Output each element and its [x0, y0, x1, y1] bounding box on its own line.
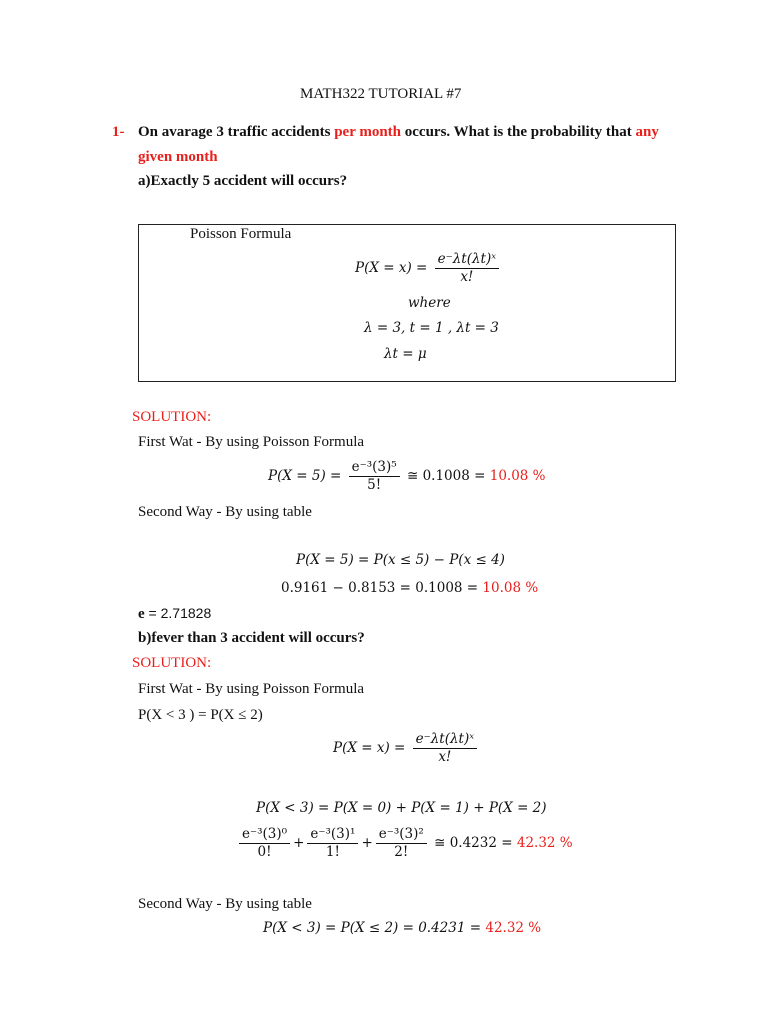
solution-a-first-way: First Wat - By using Poisson Formula: [138, 434, 365, 450]
term-2: [376, 826, 427, 861]
term-0-numerator: e⁻³(3)⁰: [239, 826, 290, 844]
sum-result: 42.32 %: [516, 835, 573, 851]
sum-rhs: ≅ 0.4232 =: [434, 835, 513, 851]
term-2-denominator: 2!: [394, 844, 409, 860]
question-text-1: On avarage 3 traffic accidents: [138, 124, 331, 140]
b-formula-numerator: e⁻λt(λt)ˣ: [413, 731, 477, 749]
formula-where: where: [408, 295, 451, 311]
e-constant: [138, 605, 211, 623]
table-eq: P(X < 3) = P(X ≤ 2) = 0.4231 =: [263, 920, 482, 936]
solution-a-second-way: Second Way - By using table: [138, 504, 312, 520]
plus-2: +: [361, 835, 373, 851]
formula-numerator: e⁻λt(λt)ˣ: [435, 251, 499, 269]
term-1-denominator: 1!: [325, 844, 340, 860]
solution-a-equation-3: [281, 580, 538, 596]
solution-a-equation-2: P(X = 5) = P(x ≤ 5) − P(x ≤ 4): [296, 552, 505, 568]
question-line-2: given month: [138, 149, 218, 165]
term-0: [239, 826, 290, 861]
formula-fraction: [435, 251, 499, 286]
b-formula-lhs: P(X = x) =: [333, 740, 406, 756]
question-number: 1-: [112, 124, 125, 140]
poisson-formula: [355, 251, 502, 286]
question-line-1: [138, 124, 659, 141]
solution-b-relation: P(X < 3 ) = P(X ≤ 2): [138, 707, 263, 723]
term-1-numerator: e⁻³(3)¹: [307, 826, 358, 844]
solution-b-sum-equation: P(X < 3) = P(X = 0) + P(X = 1) + P(X = 2): [256, 800, 547, 816]
eq3-result: 10.08 %: [482, 580, 539, 596]
plus-1: +: [293, 835, 305, 851]
solution-a-equation-1: [268, 459, 546, 494]
term-0-denominator: 0!: [257, 844, 272, 860]
solution-b-sum-terms: [236, 826, 573, 861]
question-highlight-any: any: [635, 124, 659, 140]
e-label: e: [138, 606, 145, 622]
solution-b-table-equation: [263, 920, 541, 936]
page-title: MATH322 TUTORIAL #7: [300, 86, 462, 102]
eq1-lhs: P(X = 5) =: [268, 468, 342, 484]
formula-lhs: P(X = x) =: [355, 260, 428, 276]
formula-params: λ = 3, t = 1 , λt = 3: [364, 320, 499, 336]
eq1-rhs: ≅ 0.1008 =: [406, 468, 486, 484]
solution-b-heading: SOLUTION:: [132, 655, 212, 671]
formula-mu: λt = μ: [384, 346, 427, 362]
eq1-result: 10.08 %: [489, 468, 546, 484]
eq1-fraction: [349, 459, 400, 494]
question-highlight-per-month: per month: [334, 124, 402, 140]
part-a-question: a)Exactly 5 accident will occurs?: [138, 173, 348, 189]
solution-b-second-way: Second Way - By using table: [138, 896, 312, 912]
eq1-numerator: e⁻³(3)⁵: [349, 459, 400, 477]
table-result: 42.32 %: [485, 920, 542, 936]
formula-denominator: x!: [460, 269, 474, 285]
b-formula-denominator: x!: [438, 749, 452, 765]
question-text-2: occurs. What is the probability that: [404, 124, 632, 140]
solution-a-heading: SOLUTION:: [132, 409, 212, 425]
eq3-values: 0.9161 − 0.8153 = 0.1008 =: [281, 580, 479, 596]
solution-b-formula: [333, 731, 480, 766]
term-1: [307, 826, 358, 861]
formula-box-label: Poisson Formula: [190, 226, 292, 242]
part-b-question: b)fever than 3 accident will occurs?: [138, 630, 365, 646]
solution-b-first-way: First Wat - By using Poisson Formula: [138, 681, 365, 697]
term-2-numerator: e⁻³(3)²: [376, 826, 427, 844]
e-value: = 2.71828: [144, 605, 212, 621]
b-formula-fraction: [413, 731, 477, 766]
eq1-denominator: 5!: [367, 477, 382, 493]
